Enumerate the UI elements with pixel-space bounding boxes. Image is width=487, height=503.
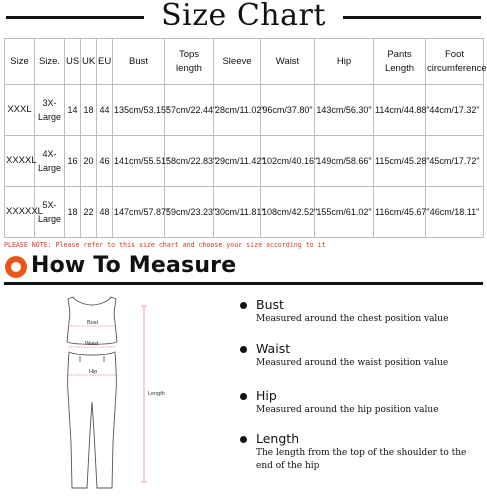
- table-row: [5, 85, 484, 136]
- table-cell: XXXXL: [5, 136, 35, 187]
- bullet-icon: [240, 393, 247, 400]
- table-cell: 102cm/40.16": [261, 136, 315, 187]
- col-header: UK: [81, 39, 97, 85]
- table-cell: 45cm/17.72": [426, 136, 484, 187]
- col-header: Size.: [35, 39, 65, 85]
- table-cell: 22: [81, 187, 97, 238]
- table-cell: XXXL: [5, 85, 35, 136]
- col-header: EU: [97, 39, 113, 85]
- table-cell: 20: [81, 136, 97, 187]
- title-rule-right: [343, 16, 481, 19]
- table-row: [5, 136, 484, 187]
- measure-name: Hip: [256, 388, 277, 403]
- bullet-icon: [240, 346, 247, 353]
- how-to-measure-title: How To Measure: [31, 253, 237, 278]
- table-cell: 3X-Large: [35, 85, 65, 136]
- size-table: [4, 38, 487, 238]
- size-chart-header: [0, 0, 487, 34]
- table-cell: 18: [81, 85, 97, 136]
- size-chart-title: Size Chart: [161, 0, 326, 33]
- figure-label-length: Length: [148, 391, 165, 397]
- table-cell: 141cm/55.51": [113, 136, 165, 187]
- table-cell: 135cm/53.15": [113, 85, 165, 136]
- col-header: Sleeve: [214, 39, 261, 85]
- col-header: Waist: [261, 39, 315, 85]
- section-rule: [4, 282, 483, 285]
- measure-name: Bust: [256, 297, 284, 312]
- table-cell: 115cm/45.28": [374, 136, 426, 187]
- size-note: PLEASE NOTE: Please refer to this size chart and choose your size according to it: [4, 241, 326, 249]
- measure-name: Waist: [256, 341, 291, 356]
- measure-desc: Measured around the hip position value: [256, 405, 439, 415]
- measure-desc: Measured around the chest position value: [256, 314, 449, 324]
- measure-desc: The length from the top of the shoulder to the end of the hip: [256, 448, 467, 471]
- col-header: Bust: [113, 39, 165, 85]
- table-cell: 46: [97, 136, 113, 187]
- figure-label-bust: Bust: [87, 320, 99, 326]
- table-cell: 96cm/37.80": [261, 85, 315, 136]
- table-cell: 48: [97, 187, 113, 238]
- table-cell: 44cm/17.32": [426, 85, 484, 136]
- table-cell: 143cm/56.30": [315, 85, 374, 136]
- table-cell: 59cm/23.23": [165, 187, 214, 238]
- table-cell: 30cm/11.81": [214, 187, 261, 238]
- table-cell: 116cm/45.67": [374, 187, 426, 238]
- table-cell: 108cm/42.52": [261, 187, 315, 238]
- table-cell: 57cm/22.44": [165, 85, 214, 136]
- table-cell: 114cm/44.88": [374, 85, 426, 136]
- table-cell: 18: [65, 187, 81, 238]
- jumpsuit-outline-icon: [40, 292, 190, 498]
- col-header: US: [65, 39, 81, 85]
- measure-name: Length: [256, 431, 300, 446]
- table-cell: 4X-Large: [35, 136, 65, 187]
- table-cell: 46cm/18.11": [426, 187, 484, 238]
- table-cell: 149cm/58.66": [315, 136, 374, 187]
- measure-desc: Measured around the waist position value: [256, 358, 449, 368]
- table-cell: 155cm/61.02": [315, 187, 374, 238]
- jumpsuit-figure: [40, 292, 190, 498]
- table-cell: 28cm/11.02": [214, 85, 261, 136]
- col-header: Hip: [315, 39, 374, 85]
- col-header: Pants Length: [374, 39, 426, 85]
- col-header: Foot circumference: [426, 39, 484, 85]
- table-cell: 5X-Large: [35, 187, 65, 238]
- table-cell: 14: [65, 85, 81, 136]
- table-cell: 147cm/57.87": [113, 187, 165, 238]
- table-cell: 58cm/22.83": [165, 136, 214, 187]
- bullet-icon: [240, 436, 247, 443]
- table-cell: 29cm/11.42": [214, 136, 261, 187]
- figure-label-waist: Waist: [85, 341, 99, 347]
- col-header: Tops length: [165, 39, 214, 85]
- table-cell: XXXXXL: [5, 187, 35, 238]
- table-header-row: [5, 39, 484, 85]
- ring-icon: [5, 256, 27, 278]
- col-header: Size: [5, 39, 35, 85]
- title-rule-left: [6, 16, 144, 19]
- table-row: [5, 187, 484, 238]
- figure-label-hip: Hip: [89, 369, 98, 375]
- table-cell: 16: [65, 136, 81, 187]
- table-cell: 44: [97, 85, 113, 136]
- bullet-icon: [240, 302, 247, 309]
